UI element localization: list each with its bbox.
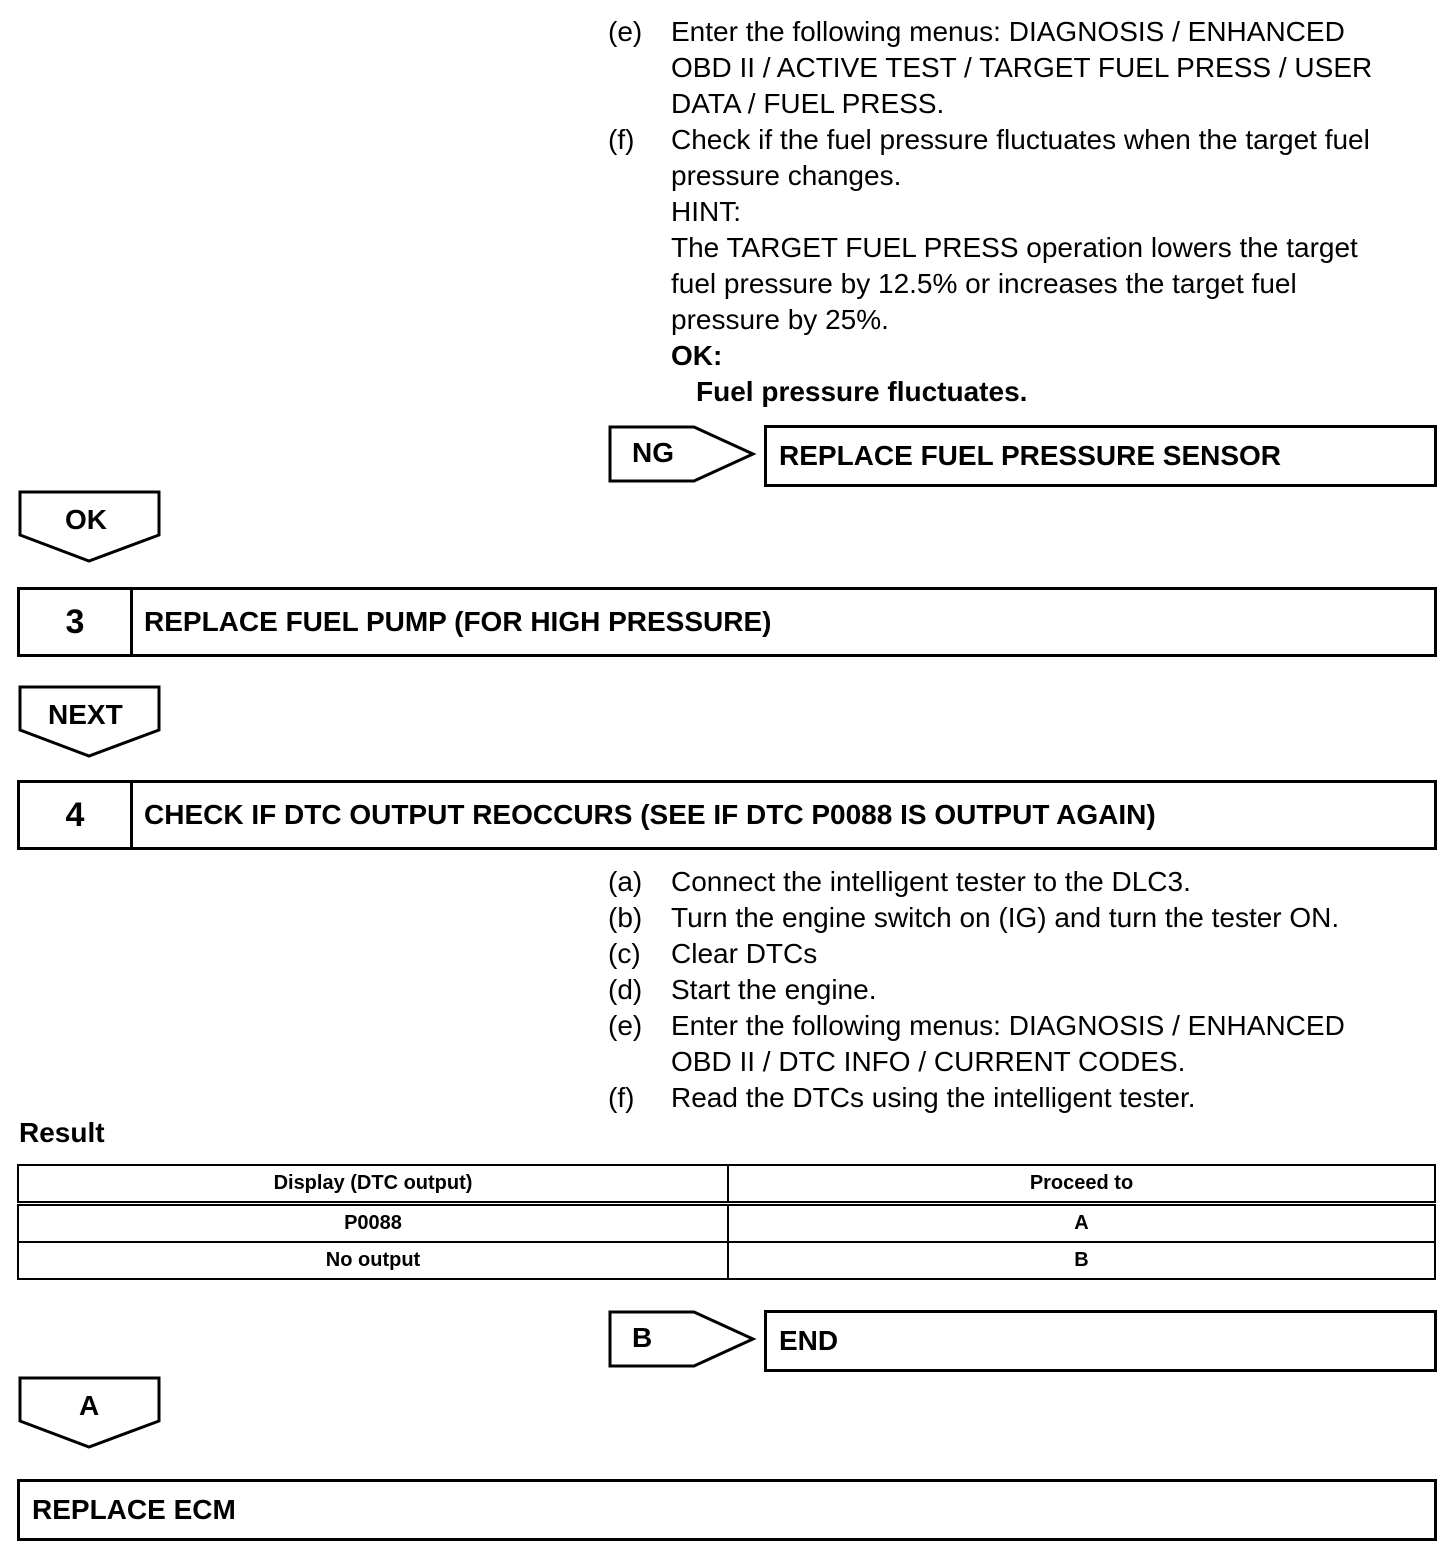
step-line: OBD II / ACTIVE TEST / TARGET FUEL PRESS / USER <box>671 52 1373 83</box>
step-text <box>671 900 1431 936</box>
ok-spec-value: Fuel pressure fluctuates. <box>696 376 1028 407</box>
step-number: 3 <box>20 590 133 654</box>
table-cell: No output <box>18 1242 728 1279</box>
end-box <box>764 1310 1437 1372</box>
step-line: Start the engine. <box>671 974 877 1005</box>
table-cell: B <box>728 1242 1435 1279</box>
table-cell: P0088 <box>18 1204 728 1243</box>
result-table <box>17 1164 1436 1280</box>
step-line: Read the DTCs using the intelligent tester. <box>671 1082 1196 1113</box>
step-number: 4 <box>20 783 133 847</box>
b-branch-arrow <box>608 1310 758 1368</box>
list-item <box>608 900 1431 936</box>
step-line: pressure changes. <box>671 160 902 191</box>
hint-label: HINT: <box>671 196 741 227</box>
step-label: (b) <box>608 902 643 933</box>
b-action-text: END <box>779 1325 839 1356</box>
step-label: (f) <box>608 1082 635 1113</box>
table-header-row <box>18 1165 1435 1204</box>
right-arrow-icon <box>608 1310 758 1368</box>
step-label: (d) <box>608 974 643 1005</box>
final-action-text: REPLACE ECM <box>32 1494 236 1525</box>
step-line: Connect the intelligent tester to the DLC3. <box>671 866 1191 897</box>
step-text <box>671 14 1431 122</box>
list-item <box>608 122 1431 410</box>
ng-branch-arrow <box>608 425 758 483</box>
result-heading: Result <box>19 1117 105 1148</box>
step-label: (c) <box>608 938 641 969</box>
step-label: (f) <box>608 124 635 155</box>
step-line: Turn the engine switch on (IG) and turn the tester ON. <box>671 902 1340 933</box>
list-item <box>608 864 1431 900</box>
ok-spec-label: OK: <box>671 340 723 371</box>
right-arrow-icon <box>608 425 758 483</box>
step-3-header <box>17 587 1437 657</box>
ng-action-text: REPLACE FUEL PRESSURE SENSOR <box>779 440 1282 471</box>
a-label: A <box>79 1390 100 1421</box>
hint-line: The TARGET FUEL PRESS operation lowers the target <box>671 232 1358 263</box>
step-text <box>671 864 1431 900</box>
ok-down-arrow <box>18 490 162 564</box>
list-item <box>608 1008 1431 1080</box>
list-item <box>608 14 1431 122</box>
ok-label: OK <box>65 504 107 535</box>
step-line: Enter the following menus: DIAGNOSIS / ENHANCED <box>671 16 1345 47</box>
replace-fuel-pressure-sensor-box <box>764 425 1437 487</box>
step-text <box>671 1080 1431 1116</box>
a-down-arrow <box>18 1376 162 1450</box>
step-title: CHECK IF DTC OUTPUT REOCCURS (SEE IF DTC P0088 IS OUTPUT AGAIN) <box>144 799 1156 830</box>
top-steps <box>608 14 1431 410</box>
step-title: REPLACE FUEL PUMP (FOR HIGH PRESSURE) <box>144 606 772 637</box>
column-header: Display (DTC output) <box>18 1165 728 1204</box>
step-line: Check if the fuel pressure fluctuates when the target fuel <box>671 124 1370 155</box>
table-row <box>18 1204 1435 1243</box>
step-text <box>671 972 1431 1008</box>
step-line: DATA / FUEL PRESS. <box>671 88 945 119</box>
step-label: (a) <box>608 866 643 897</box>
hint-line: pressure by 25%. <box>671 304 889 335</box>
column-header: Proceed to <box>728 1165 1435 1204</box>
step-text <box>671 936 1431 972</box>
list-item <box>608 1080 1431 1116</box>
step-line: Enter the following menus: DIAGNOSIS / ENHANCED <box>671 1010 1345 1041</box>
bottom-steps <box>608 864 1431 1116</box>
list-item <box>608 936 1431 972</box>
hint-line: fuel pressure by 12.5% or increases the target fuel <box>671 268 1297 299</box>
step-label: (e) <box>608 1010 643 1041</box>
list-item <box>608 972 1431 1008</box>
step-4-header <box>17 780 1437 850</box>
step-line: Clear DTCs <box>671 938 818 969</box>
ng-label: NG <box>632 437 674 468</box>
step-line: OBD II / DTC INFO / CURRENT CODES. <box>671 1046 1186 1077</box>
step-text <box>671 122 1431 410</box>
replace-ecm-box <box>17 1479 1437 1541</box>
table-row <box>18 1242 1435 1279</box>
b-label: B <box>632 1322 653 1353</box>
step-label: (e) <box>608 16 643 47</box>
step-text <box>671 1008 1431 1080</box>
next-down-arrow <box>18 685 162 759</box>
next-label: NEXT <box>48 699 123 730</box>
table-cell: A <box>728 1204 1435 1243</box>
